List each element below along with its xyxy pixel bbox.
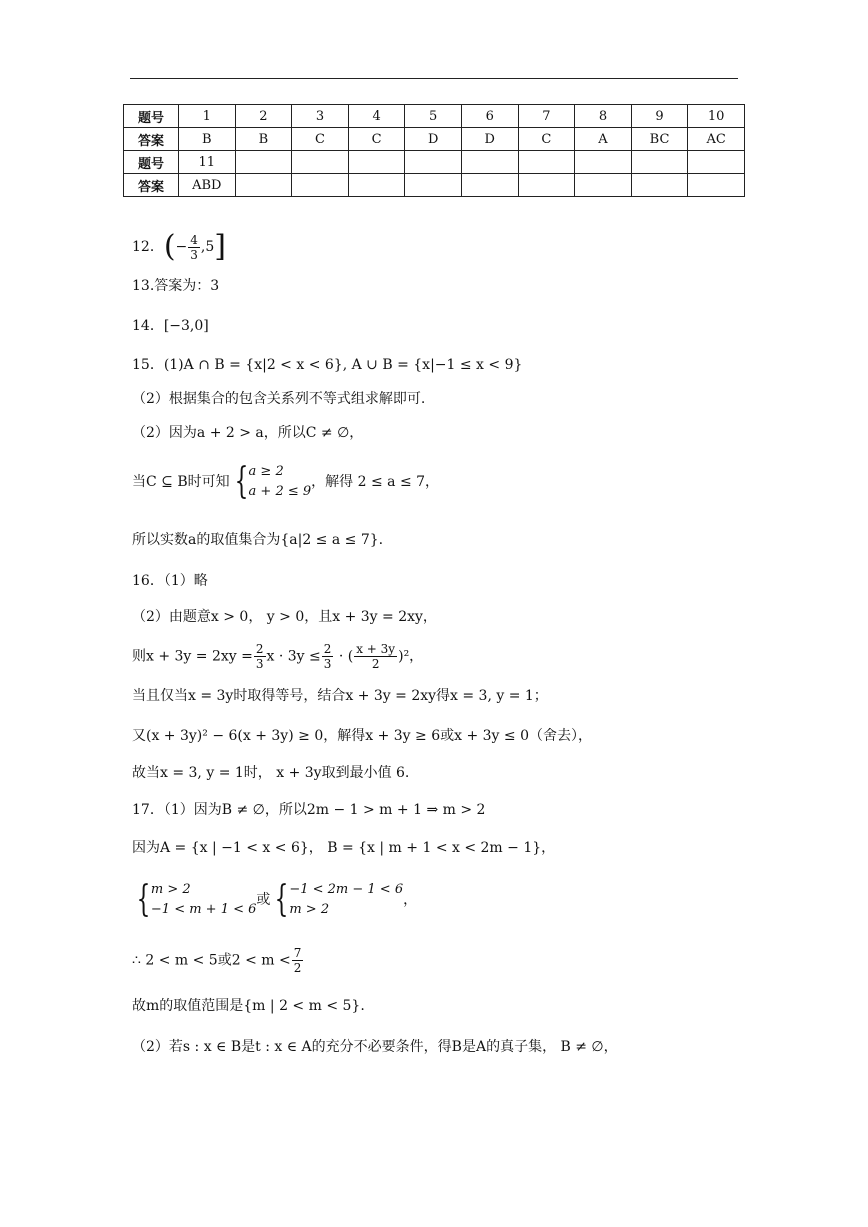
table-cell [348, 174, 405, 197]
table-cell [292, 151, 349, 174]
table-cell [405, 174, 462, 197]
table-cell [688, 174, 745, 197]
table-cell [575, 174, 632, 197]
table-cell [461, 151, 518, 174]
table-header-cell: 题号 [124, 151, 179, 174]
q15-part2-line1: （2）因为a + 2 > a，所以C ≠ ∅， [132, 425, 364, 441]
q17-part2-line1: （2）若s : x ∈ B是t : x ∈ A的充分不必要条件，得B是A的真子集， B ≠ ∅， [132, 1039, 618, 1055]
q17-part1-line1: 17．（1）因为B ≠ ∅，所以2m − 1 > m + 1 ⇒ m > 2 [132, 802, 486, 818]
q14-answer: 14．[−3,0] [132, 318, 209, 334]
table-cell: C [292, 128, 349, 151]
table-cell: A [575, 128, 632, 151]
q15-part1: 15．(1)A ∩ B = {x|2 < x < 6}, A ∪ B = {x|−1 ≤ x < 9} [132, 357, 523, 373]
table-cell: ABD [179, 174, 236, 197]
table-row [124, 151, 745, 174]
table-cell [688, 151, 745, 174]
table-cell [518, 174, 575, 197]
table-cell [631, 151, 688, 174]
q16-part2-line3: 当且仅当x = 3y时取得等号，结合x + 3y = 2xy得x = 3, y = 1； [132, 688, 548, 704]
q16-conclusion: 故当x = 3, y = 1时， x + 3y取到最小值 6. [132, 765, 410, 781]
table-cell: 4 [348, 105, 405, 128]
q13-answer: 13.答案为：3 [132, 278, 220, 294]
table-cell [235, 174, 292, 197]
q16-part2-line2: 则x + 3y = 2xy = $\frac{2}{3}$ x · 3y ≤ $\frac{2}{3}$ · ( $\frac{x + 3y}{2}$ )²， [132, 642, 424, 671]
q16-part2-line4: 又(x + 3y)² − 6(x + 3y) ≥ 0，解得x + 3y ≥ 6或x + 3y ≤ 0（舍去）， [132, 728, 592, 744]
table-cell: B [179, 128, 236, 151]
table-header-cell: 答案 [124, 128, 179, 151]
table-cell: 1 [179, 105, 236, 128]
table-row [124, 174, 745, 197]
table-header-cell: 题号 [124, 105, 179, 128]
q17-part1-line4: ∴ 2 < m < 5或2 < m < $\frac{7}{2}$ [132, 946, 302, 975]
table-cell: 11 [179, 151, 236, 174]
q15-part2-line2: 当C ⊆ B时可知 {a ≥ 2 a + 2 ≤ 9，解得 2 ≤ a ≤ 7， [132, 461, 440, 502]
q17-part1-line3: {m > 2 −1 < m + 1 < 6或 {−1 < 2m − 1 < 6 m > 2， [136, 879, 418, 920]
table-cell [631, 174, 688, 197]
header-rule [130, 78, 738, 79]
table-header-cell: 答案 [124, 174, 179, 197]
q16-part2-line1: （2）由题意x > 0， y > 0，且x + 3y = 2xy， [132, 609, 437, 625]
table-cell: B [235, 128, 292, 151]
table-row [124, 105, 745, 128]
table-cell: C [518, 128, 575, 151]
table-cell [575, 151, 632, 174]
table-cell: 7 [518, 105, 575, 128]
table-cell: 3 [292, 105, 349, 128]
table-cell: D [461, 128, 518, 151]
table-cell: 2 [235, 105, 292, 128]
table-cell: C [348, 128, 405, 151]
table-cell: D [405, 128, 462, 151]
table-cell: 8 [575, 105, 632, 128]
table-cell [292, 174, 349, 197]
q15-conclusion: 所以实数a的取值集合为{a|2 ≤ a ≤ 7}. [132, 532, 384, 548]
table-cell [518, 151, 575, 174]
table-cell: BC [631, 128, 688, 151]
table-cell [348, 151, 405, 174]
q12-answer: 12．(− $\frac{4}{3}$ ,5] [132, 229, 226, 264]
table-cell: 10 [688, 105, 745, 128]
q15-part2-hint: （2）根据集合的包含关系列不等式组求解即可. [132, 391, 426, 407]
q16-part1: 16．（1）略 [132, 573, 208, 589]
table-cell [461, 174, 518, 197]
answer-table [123, 104, 745, 197]
table-cell [235, 151, 292, 174]
table-row [124, 128, 745, 151]
q17-part1-line2: 因为A = {x | −1 < x < 6}， B = {x | m + 1 < x < 2m − 1}， [132, 840, 556, 856]
table-cell: 6 [461, 105, 518, 128]
q17-part1-conclusion: 故m的取值范围是{m | 2 < m < 5}. [132, 998, 365, 1014]
table-cell: 5 [405, 105, 462, 128]
table-cell: 9 [631, 105, 688, 128]
table-cell [405, 151, 462, 174]
table-cell: AC [688, 128, 745, 151]
